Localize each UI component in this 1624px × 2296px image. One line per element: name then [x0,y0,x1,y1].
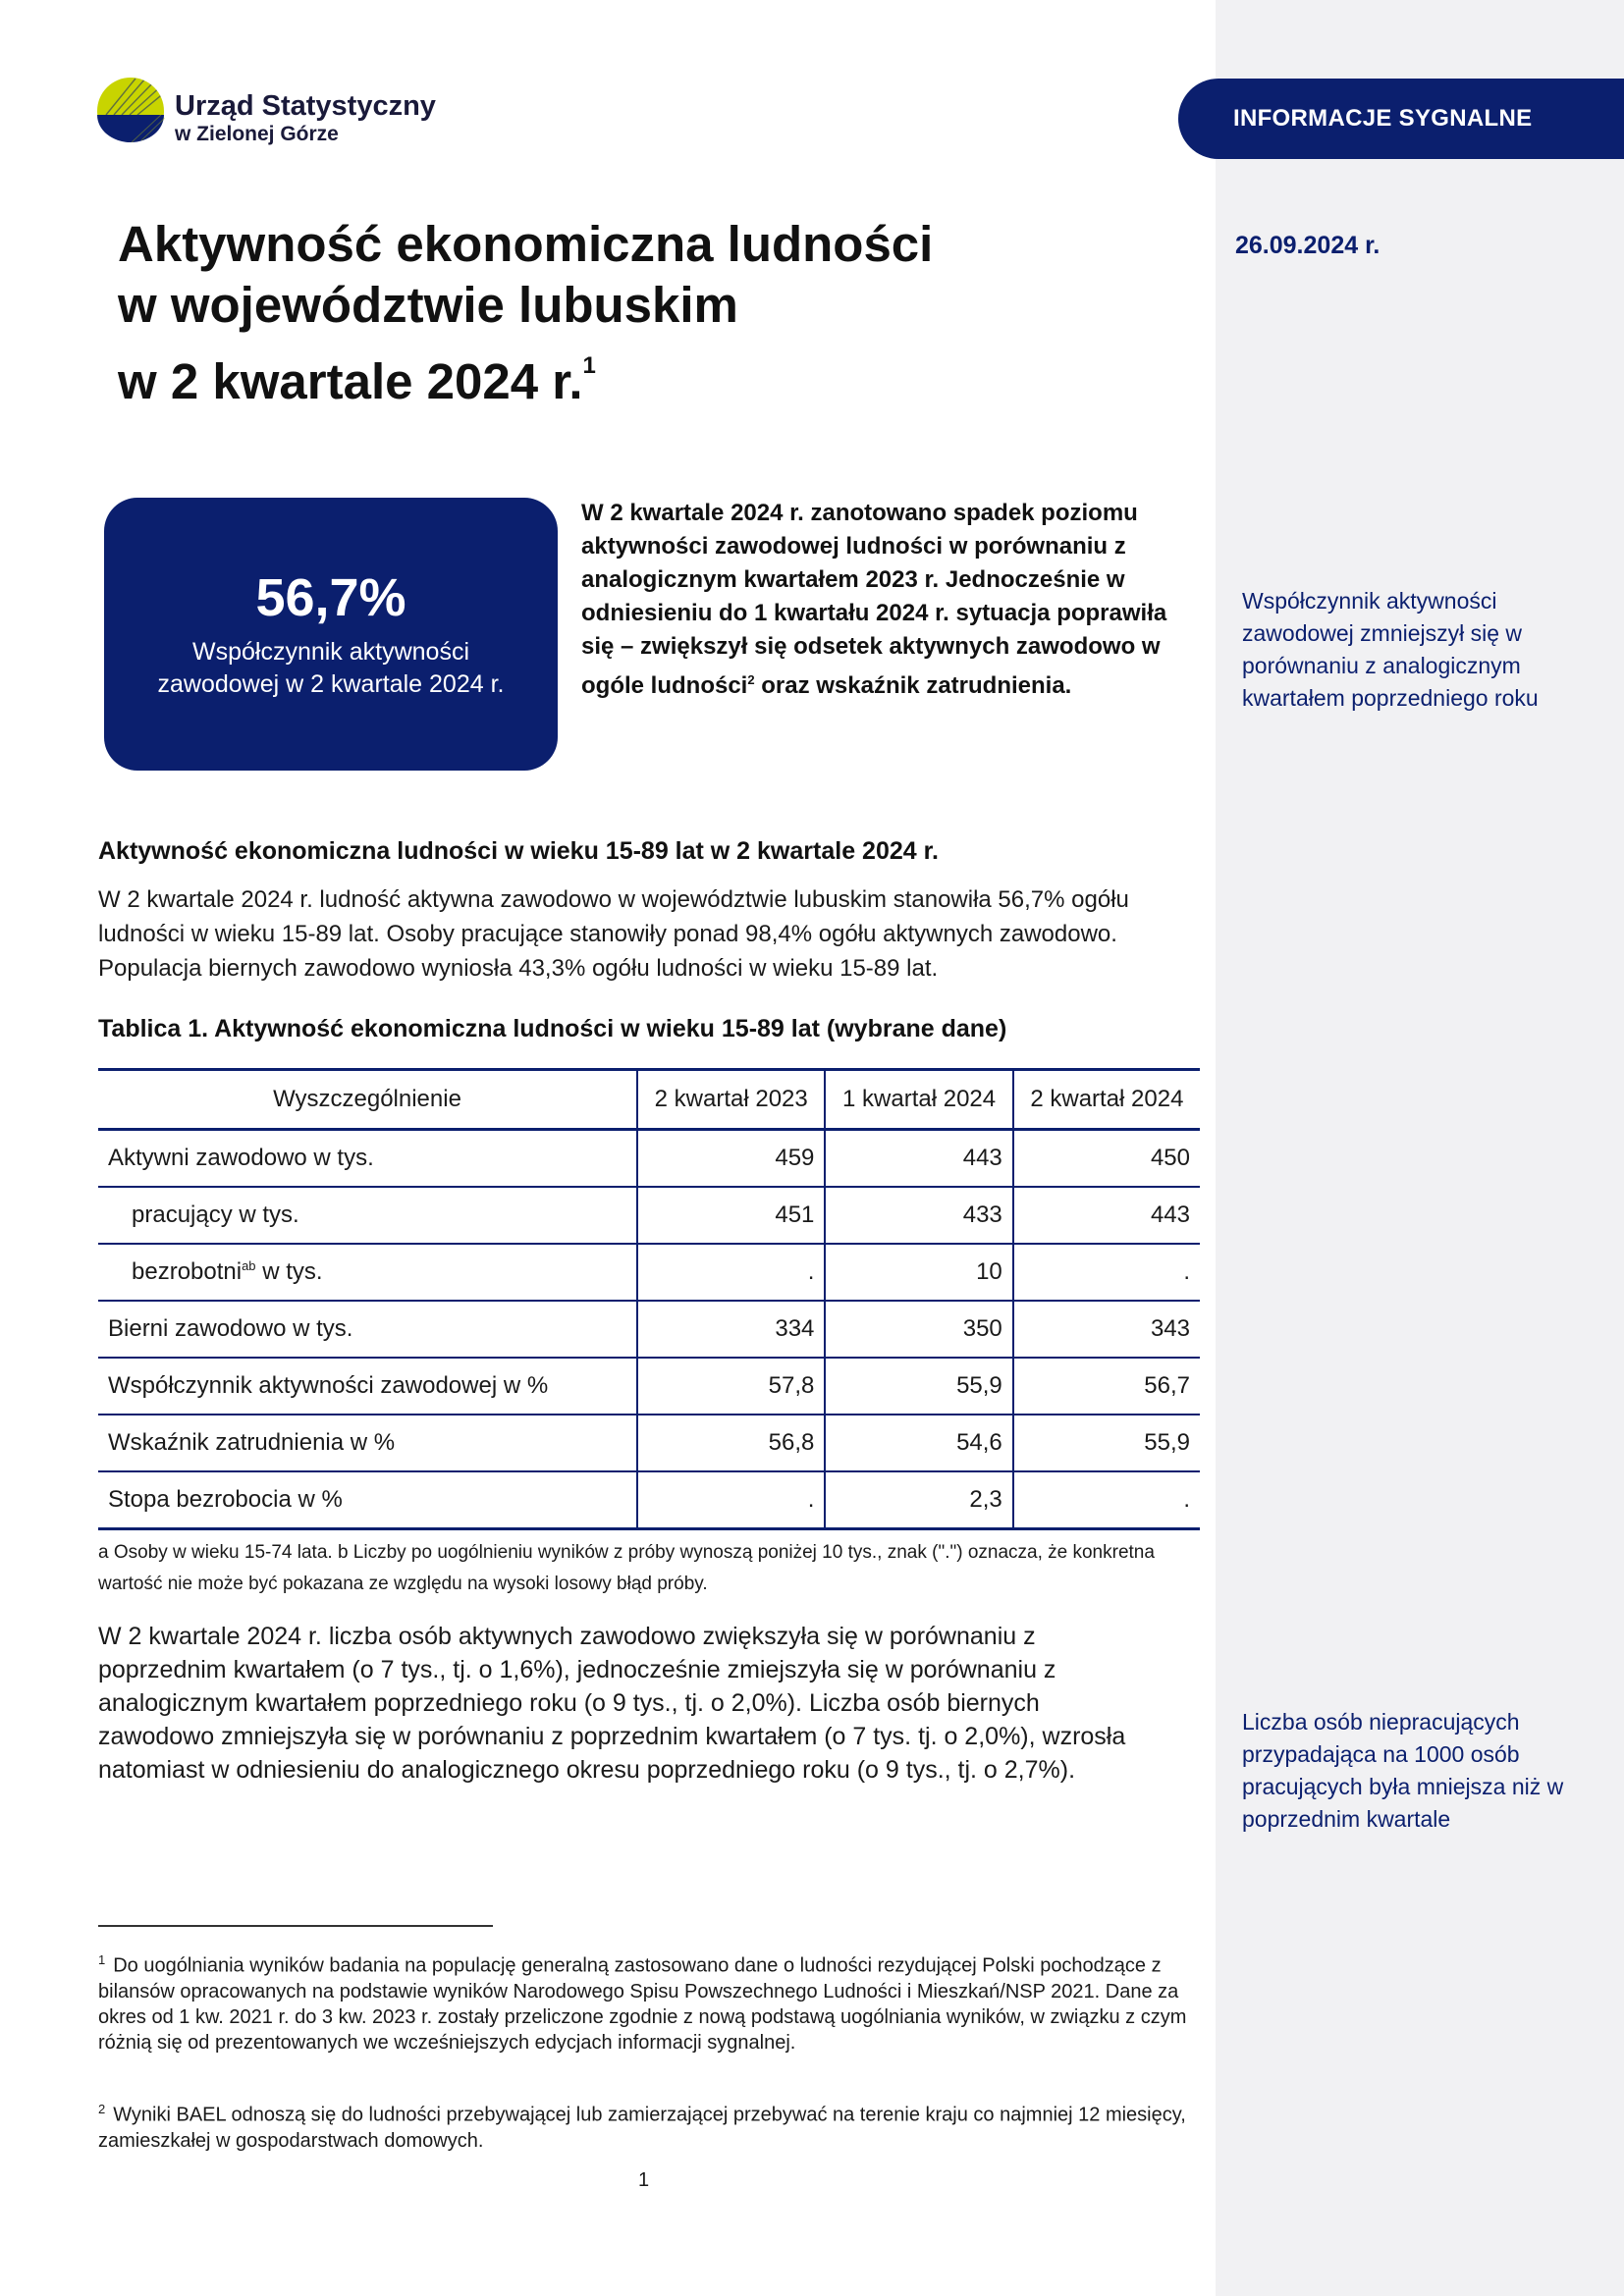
row-label: pracujący w tys. [98,1187,637,1244]
table-header-cell: 2 kwartał 2024 [1013,1070,1200,1130]
organization-subtitle: w Zielonej Górze [175,123,339,145]
organization-title: Urząd Statystyczny [175,90,436,122]
table-cell: . [637,1471,825,1529]
table-title: Tablica 1. Aktywność ekonomiczna ludności w wieku 15-89 lat (wybrane dane) [98,1015,1007,1042]
title-line-3-text: w 2 kwartale 2024 r. [118,353,583,409]
row-label: Aktywni zawodowo w tys. [108,1145,374,1171]
footnote-2-text: Wyniki BAEL odnoszą się do ludności przebywającej lub zamierzającej przebywać na terenie kraju co najmniej 12 miesięcy, zamieszkałej w gospodarstwach domowych. [98,2104,1186,2152]
statistics-office-logo-icon [96,69,165,167]
table-row [98,1415,1200,1471]
row-label [98,1244,637,1301]
table-row [98,1358,1200,1415]
table-cell: 334 [637,1301,825,1358]
page-number: 1 [638,2169,650,2191]
footnote-1-mark: 1 [98,1952,106,1967]
activity-table [98,1068,1200,1530]
title-line-2: w województwie lubuskim [118,277,738,333]
table-cell: 10 [825,1244,1012,1301]
footnote-2 [98,2097,1188,2154]
table-cell: 350 [825,1301,1012,1358]
table-note: a Osoby w wieku 15-74 lata. b Liczby po uogólnieniu wyników z próby wynoszą poniżej 10 tys., znak (".") oznacza, że konkretna wartość nie może być pokazana ze względu na wysoki losowy błąd próby. [98,1542,1155,1594]
table-cell: 451 [637,1187,825,1244]
organization-name [175,90,436,147]
table-row [98,1244,1200,1301]
section-heading: Aktywność ekonomiczna ludności w wieku 15-89 lat w 2 kwartale 2024 r. [98,837,939,865]
table-header-cell: Wyszczególnienie [273,1086,461,1112]
footnote-2-mark: 2 [98,2102,106,2116]
table-row [98,1187,1200,1244]
kpi-card [104,498,558,771]
table-cell: 433 [825,1187,1012,1244]
row-label: Wskaźnik zatrudnienia w % [98,1415,637,1471]
publication-type-badge: INFORMACJE SYGNALNE [1178,79,1624,159]
page-title [118,214,1149,412]
lead-text: W 2 kwartale 2024 r. zanotowano spadek poziomu aktywności zawodowej ludności w porównaniu z analogicznym kwartałem 2023 r. Jednocześnie w odniesieniu do 1 kwartału 2024 r. sytuacja poprawiła się – zwiększył się odsetek aktywnych zawodowo w ogóle ludności [581,500,1167,699]
sidebar-note-nonworking: Liczba osób niepracujących przypadająca na 1000 osób pracujących była mniejsza niż w poprzednim kwartale [1242,1709,1564,1832]
table-cell: 55,9 [1013,1415,1200,1471]
table-cell: . [1013,1244,1200,1301]
table-header-cell: 2 kwartał 2023 [637,1070,825,1130]
table-cell: 450 [1013,1130,1200,1188]
table-cell: 56,8 [637,1415,825,1471]
publication-date: 26.09.2024 r. [1235,232,1380,259]
title-line-3 [118,336,1149,412]
section-paragraph-1: W 2 kwartale 2024 r. ludność aktywna zawodowo w województwie lubuskim stanowiła 56,7% ogółu ludności w wieku 15-89 lat. Osoby pracujące stanowiły ponad 98,4% ogółu aktywnych zawodowo. Populacja biernych zawodowo wyniosła 43,3% ogółu ludności w wieku 15-89 lat. [98,886,1129,982]
row-label: Współczynnik aktywności zawodowej w % [98,1358,637,1415]
row-label-suffix: w tys. [255,1258,323,1285]
table-cell: 443 [825,1130,1012,1188]
table-cell: . [637,1244,825,1301]
table-cell: 55,9 [825,1358,1012,1415]
sidebar-note-activity: Współczynnik aktywności zawodowej zmniejszył się w porównaniu z analogicznym kwartałem poprzedniego roku [1242,588,1539,711]
lead-footnote-ref: 2 [747,672,755,687]
footnote-1 [98,1948,1188,2056]
title-line-1: Aktywność ekonomiczna ludności [118,216,934,272]
table-header-row [98,1070,1200,1130]
table-cell: 443 [1013,1187,1200,1244]
kpi-value: 56,7% [255,568,406,627]
table-row [98,1301,1200,1358]
table-row [98,1471,1200,1529]
row-label: Bierni zawodowo w tys. [98,1301,637,1358]
sidebar-panel [1216,0,1624,2296]
table-cell: 54,6 [825,1415,1012,1471]
row-label-footnote-ref: ab [242,1258,256,1273]
table-header-cell: 1 kwartał 2024 [825,1070,1012,1130]
title-footnote-ref: 1 [582,352,596,379]
table-cell: 459 [637,1130,825,1188]
lead-paragraph [581,497,1190,703]
table-cell: . [1013,1471,1200,1529]
table-cell: 2,3 [825,1471,1012,1529]
row-label-text: bezrobotni [132,1258,243,1285]
table-cell: 56,7 [1013,1358,1200,1415]
table-cell: 343 [1013,1301,1200,1358]
lead-text-end: oraz wskaźnik zatrudnienia. [754,672,1072,699]
footnote-1-text: Do uogólniania wyników badania na populację generalną zastosowano dane o ludności rezydującej Polski pochodzące z bilansów opracowanych na podstawie wyników Narodowego Spisu Powszechnego Ludności i Mieszkań/NSP 2021. Dane za okres od 1 kw. 2021 r. do 3 kw. 2023 r. zostały przeliczone zgodnie z nową podstawą uogólniania wyników, w związku z czym różnią się od prezentowanych we wcześniejszych edycjach informacji sygnalnej. [98,1954,1187,2054]
table-cell: 57,8 [637,1358,825,1415]
kpi-label: Współczynnik aktywności zawodowej w 2 kwartale 2024 r. [157,638,505,698]
row-label: Stopa bezrobocia w % [98,1471,637,1529]
table-row [98,1130,1200,1188]
section-paragraph-2: W 2 kwartale 2024 r. liczba osób aktywnych zawodowo zwiększyła się w porównaniu z poprzednim kwartałem (o 7 tys., tj. o 1,6%), jednocześnie zmiejszyła się w porównaniu z analogicznym kwartałem poprzedniego roku (o 9 tys., tj. o 2,0%). Liczba osób biernych zawodowo zmniejszyła się w porównaniu z poprzednim kwartałem (o 7 tys. tj. o 2,0%), wzrosła natomiast w odniesieniu do analogicznego okresu poprzedniego roku (o 9 tys., tj. o 2,7%). [98,1623,1126,1784]
footnote-divider [98,1925,493,1927]
